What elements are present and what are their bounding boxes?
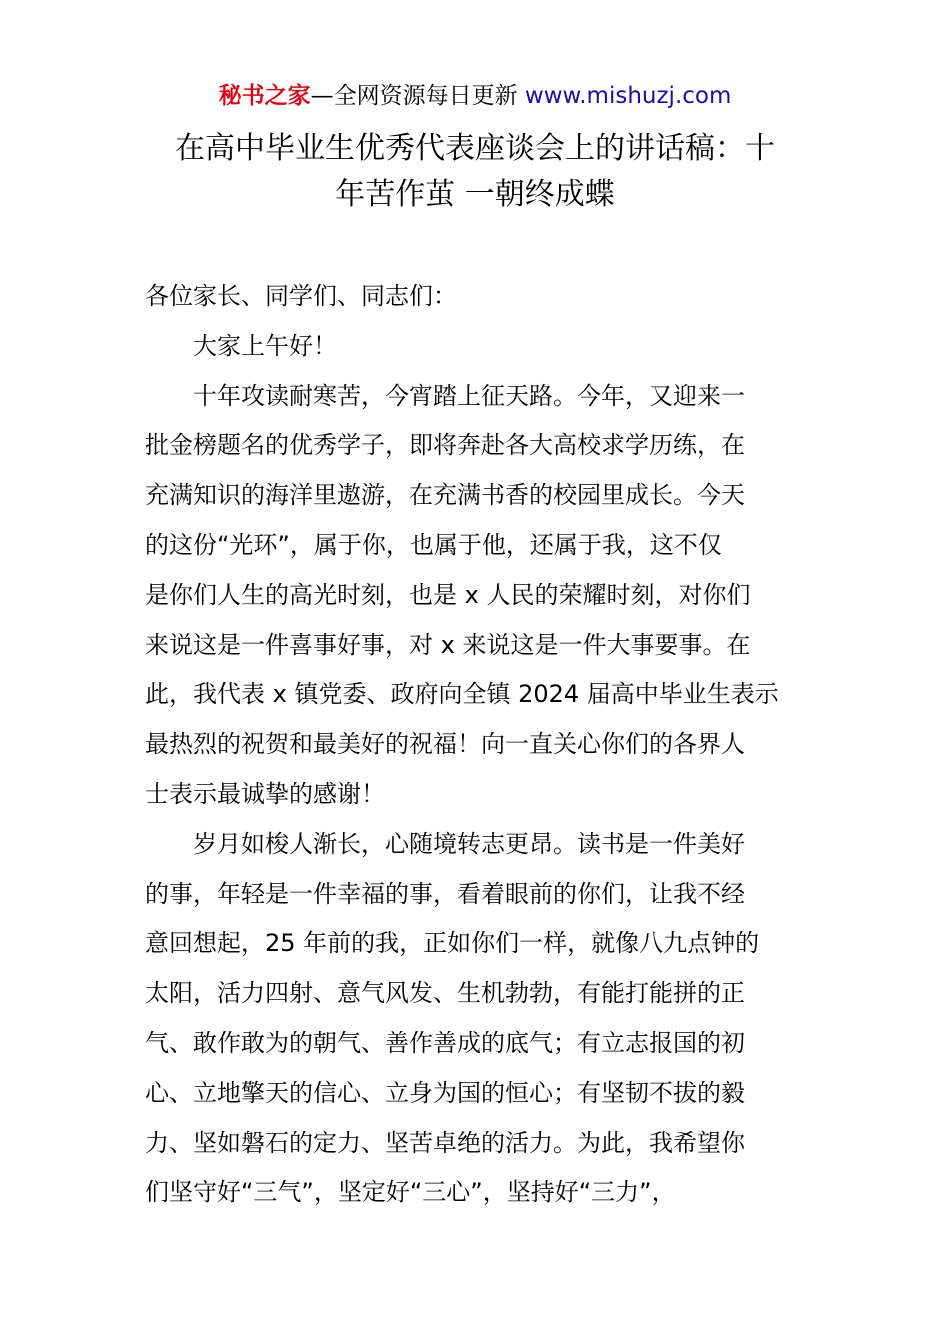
title-line: 年苦作茧 一朝终成蝶 <box>335 177 615 212</box>
title-line: 在高中毕业生优秀代表座谈会上的讲话稿：十 <box>175 131 775 166</box>
paragraph-line: 意回想起，25 年前的我，正如你们一样，就像八九点钟的 <box>145 929 760 958</box>
paragraph-line: 力、坚如磐石的定力、坚苦卓绝的活力。为此，我希望你 <box>145 1128 745 1157</box>
site-header <box>0 80 950 112</box>
paragraph-line: 心、立地擎天的信心、立身为国的恒心；有坚韧不拔的毅 <box>145 1078 745 1107</box>
document-title <box>140 126 810 218</box>
paragraph-line: 此，我代表 x 镇党委、政府向全镇 2024 届高中毕业生表示 <box>145 680 779 709</box>
paragraph-line: 是你们人生的高光时刻，也是 x 人民的荣耀时刻，对你们 <box>145 580 751 609</box>
paragraph-line: 充满知识的海洋里遨游，在充满书香的校园里成长。今天 <box>145 481 745 510</box>
salutation: 各位家长、同学们、同志们： <box>145 282 457 310</box>
site-tagline: —全网资源每日更新 <box>310 83 518 109</box>
site-brand: 秘书之家 <box>218 83 311 109</box>
paragraph-line: 的这份“光环”，属于你，也属于他，还属于我，这不仅 <box>145 530 722 559</box>
paragraph-line: 岁月如梭人渐长，心随境转志更昂。读书是一件美好 <box>193 829 745 858</box>
paragraph-line: 十年攻读耐寒苦，今宵踏上征天路。今年，又迎来一 <box>193 381 745 410</box>
document-body <box>145 272 810 1218</box>
paragraph-line: 批金榜题名的优秀学子，即将奔赴各大高校求学历练，在 <box>145 431 745 460</box>
paragraph-line: 士表示最诚挚的感谢！ <box>145 779 385 808</box>
paragraph-line: 的事，年轻是一件幸福的事，看着眼前的你们，让我不经 <box>145 879 745 908</box>
paragraph-line: 太阳，活力四射、意气风发、生机勃勃，有能打能拼的正 <box>145 979 745 1008</box>
paragraph-line: 气、敢作敢为的朝气、善作善成的底气；有立志报国的初 <box>145 1028 745 1057</box>
paragraph-line: 们坚守好“三气”，坚定好“三心”，坚持好“三力”， <box>145 1178 676 1207</box>
paragraph-line: 来说这是一件喜事好事，对 x 来说这是一件大事要事。在 <box>145 630 751 659</box>
paragraph-line: 最热烈的祝贺和最美好的祝福！向一直关心你们的各界人 <box>145 730 745 759</box>
site-url-link[interactable]: www.mishuzj.com <box>524 83 732 109</box>
greeting: 大家上午好！ <box>193 331 337 360</box>
